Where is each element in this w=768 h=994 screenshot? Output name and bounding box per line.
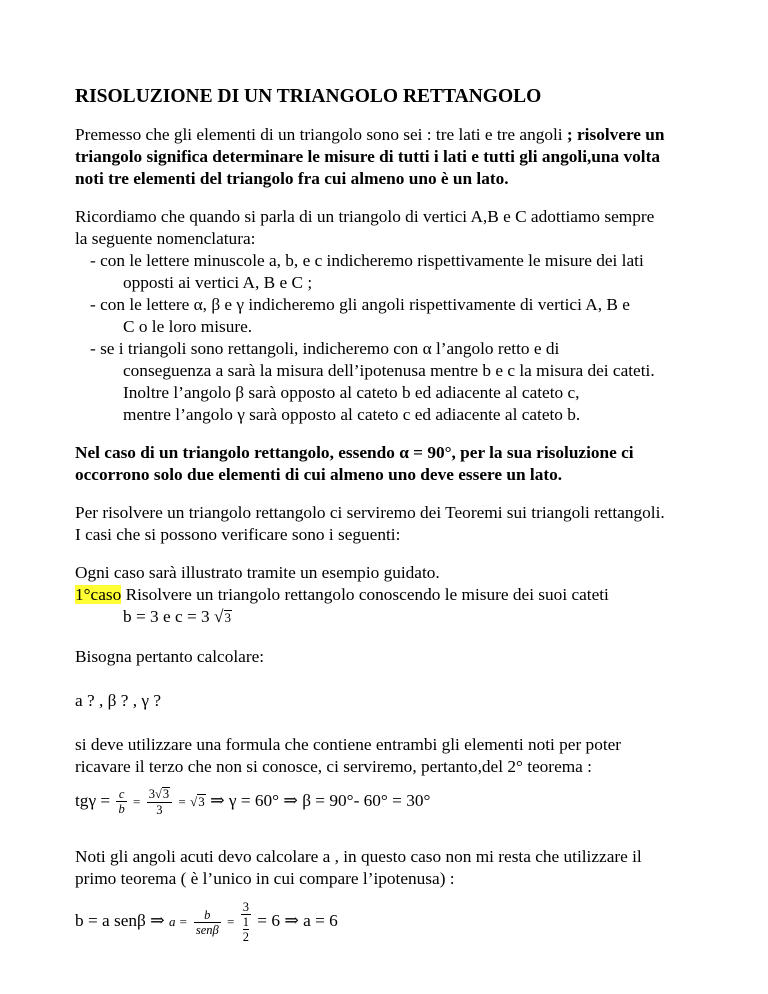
sqrt-symbol: √ <box>154 787 162 801</box>
bold-note-line-1: Nel caso di un triangolo rettangolo, essendo α = 90°, per la sua risoluzione ci <box>75 443 634 462</box>
list-item-2a: - con le lettere α, β e γ indicheremo gli angoli rispettivamente di vertici A, B e <box>90 295 630 314</box>
eq2-half-den: 2 <box>242 930 249 944</box>
list-item-3c: Inoltre l’angolo β sarà opposto al cateto b ed adiacente al cateto c, <box>123 383 580 402</box>
eq1-lhs: tgγ = <box>75 790 115 810</box>
case-line <box>75 584 609 606</box>
eq2-frac-b-over-sen <box>194 908 221 937</box>
eq1-frac-3root3-over-3 <box>147 787 172 817</box>
intro-line-2: triangolo significa determinare le misure di tutti i lati e tutti gli angoli,una volta <box>75 147 660 166</box>
case-text: Risolvere un triangolo rettangolo conoscendo le misure dei suoi cateti <box>121 585 609 604</box>
sqrt-symbol: √ <box>214 607 224 626</box>
theorems-line-2: I casi che si possono verificare sono i seguenti: <box>75 525 401 544</box>
page-title: RISOLUZIONE DI UN TRIANGOLO RETTANGOLO <box>75 86 542 107</box>
formula-note-line-2: ricavare il terzo che non si conosce, ci serviremo, pertanto,del 2° teorema : <box>75 757 592 776</box>
eq1-frac-c-over-b <box>116 787 126 816</box>
eq2-result: = 6 ⇒ a = 6 <box>257 910 338 930</box>
case-label-highlight: 1°caso <box>75 585 122 604</box>
nomenclature-line-2: la seguente nomenclatura: <box>75 229 256 248</box>
eq1-frac1-num: c <box>116 787 126 802</box>
eq2-frac2-num: 3 <box>242 900 249 914</box>
list-item-1a: - con le lettere minuscole a, b, e c indicheremo rispettivamente le misure dei lati <box>90 251 644 270</box>
given-values-text: b = 3 e c = 3 <box>123 607 214 626</box>
list-item-3d: mentre l’angolo γ sarà opposto al cateto c ed adiacente al cateto b. <box>123 405 581 424</box>
example-line-1: Ogni caso sarà illustrato tramite un esempio guidato. <box>75 563 440 582</box>
equation-hypotenuse <box>75 900 338 944</box>
eq2-lhs: b = a senβ ⇒ <box>75 910 169 930</box>
eq1-frac2-coef: 3 <box>148 787 155 801</box>
intro-line-1-bold: ; risolvere un <box>562 125 665 144</box>
eq1-frac2-den: 3 <box>156 802 163 817</box>
eq1-frac1-den: b <box>118 802 125 817</box>
nomenclature-line-1: Ricordiamo che quando si parla di un triangolo di vertici A,B e C adottiamo sempre <box>75 207 655 226</box>
eq2-frac2-den <box>241 915 251 944</box>
intro-line-1-plain: Premesso che gli elementi di un triangolo sono sei : tre lati e tre angoli <box>75 125 563 144</box>
equation-tangent <box>75 787 430 817</box>
acute-note-line-2: primo teorema ( è l’unico in cui compare l’ipotenusa) : <box>75 869 455 888</box>
eq1-frac2-root: 3 <box>162 787 170 801</box>
list-item-3a: - se i triangoli sono rettangoli, indicheremo con α l’angolo retto e di <box>90 339 560 358</box>
eq1-equals-2: = <box>178 793 186 809</box>
list-item-3b: conseguenza a sarà la misura dell’ipotenusa mentre b e c la misura dei cateti. <box>123 361 655 380</box>
given-root: 3 <box>224 610 231 625</box>
acute-note-line-1: Noti gli angoli acuti devo calcolare a , in questo caso non mi resta che utilizzare il <box>75 847 642 866</box>
eq1-root: 3 <box>198 793 205 809</box>
eq1-result: ⇒ γ = 60° ⇒ β = 90°- 60° = 30° <box>210 790 431 810</box>
intro-line-1 <box>75 124 665 146</box>
eq1-frac2-num <box>147 787 172 803</box>
eq2-a-equals: a = <box>168 913 188 929</box>
compute-line: Bisogna pertanto calcolare: <box>75 647 265 666</box>
list-item-1b: opposti ai vertici A, B e C ; <box>123 273 313 292</box>
bold-note-line-2: occorrono solo due elementi di cui almeno uno deve essere un lato. <box>75 465 563 484</box>
eq2-frac-3-over-half <box>241 900 251 944</box>
sqrt-symbol: √ <box>190 793 198 809</box>
eq2-equals: = <box>227 913 235 929</box>
eq2-frac-den: senβ <box>195 922 219 937</box>
eq2-frac-num: b <box>194 908 221 923</box>
formula-note-line-1: si deve utilizzare una formula che contiene entrambi gli elementi noti per poter <box>75 735 622 754</box>
unknowns-line: a ? , β ? , γ ? <box>75 691 161 710</box>
list-item-2b: C o le loro misure. <box>123 317 253 336</box>
eq2-half-num: 1 <box>242 915 249 929</box>
eq1-equals-1: = <box>133 793 141 809</box>
intro-line-3: noti tre elementi del triangolo fra cui almeno uno è un lato. <box>75 169 509 188</box>
theorems-line-1: Per risolvere un triangolo rettangolo ci serviremo dei Teoremi sui triangoli rettangoli. <box>75 503 665 522</box>
given-values <box>123 606 232 628</box>
